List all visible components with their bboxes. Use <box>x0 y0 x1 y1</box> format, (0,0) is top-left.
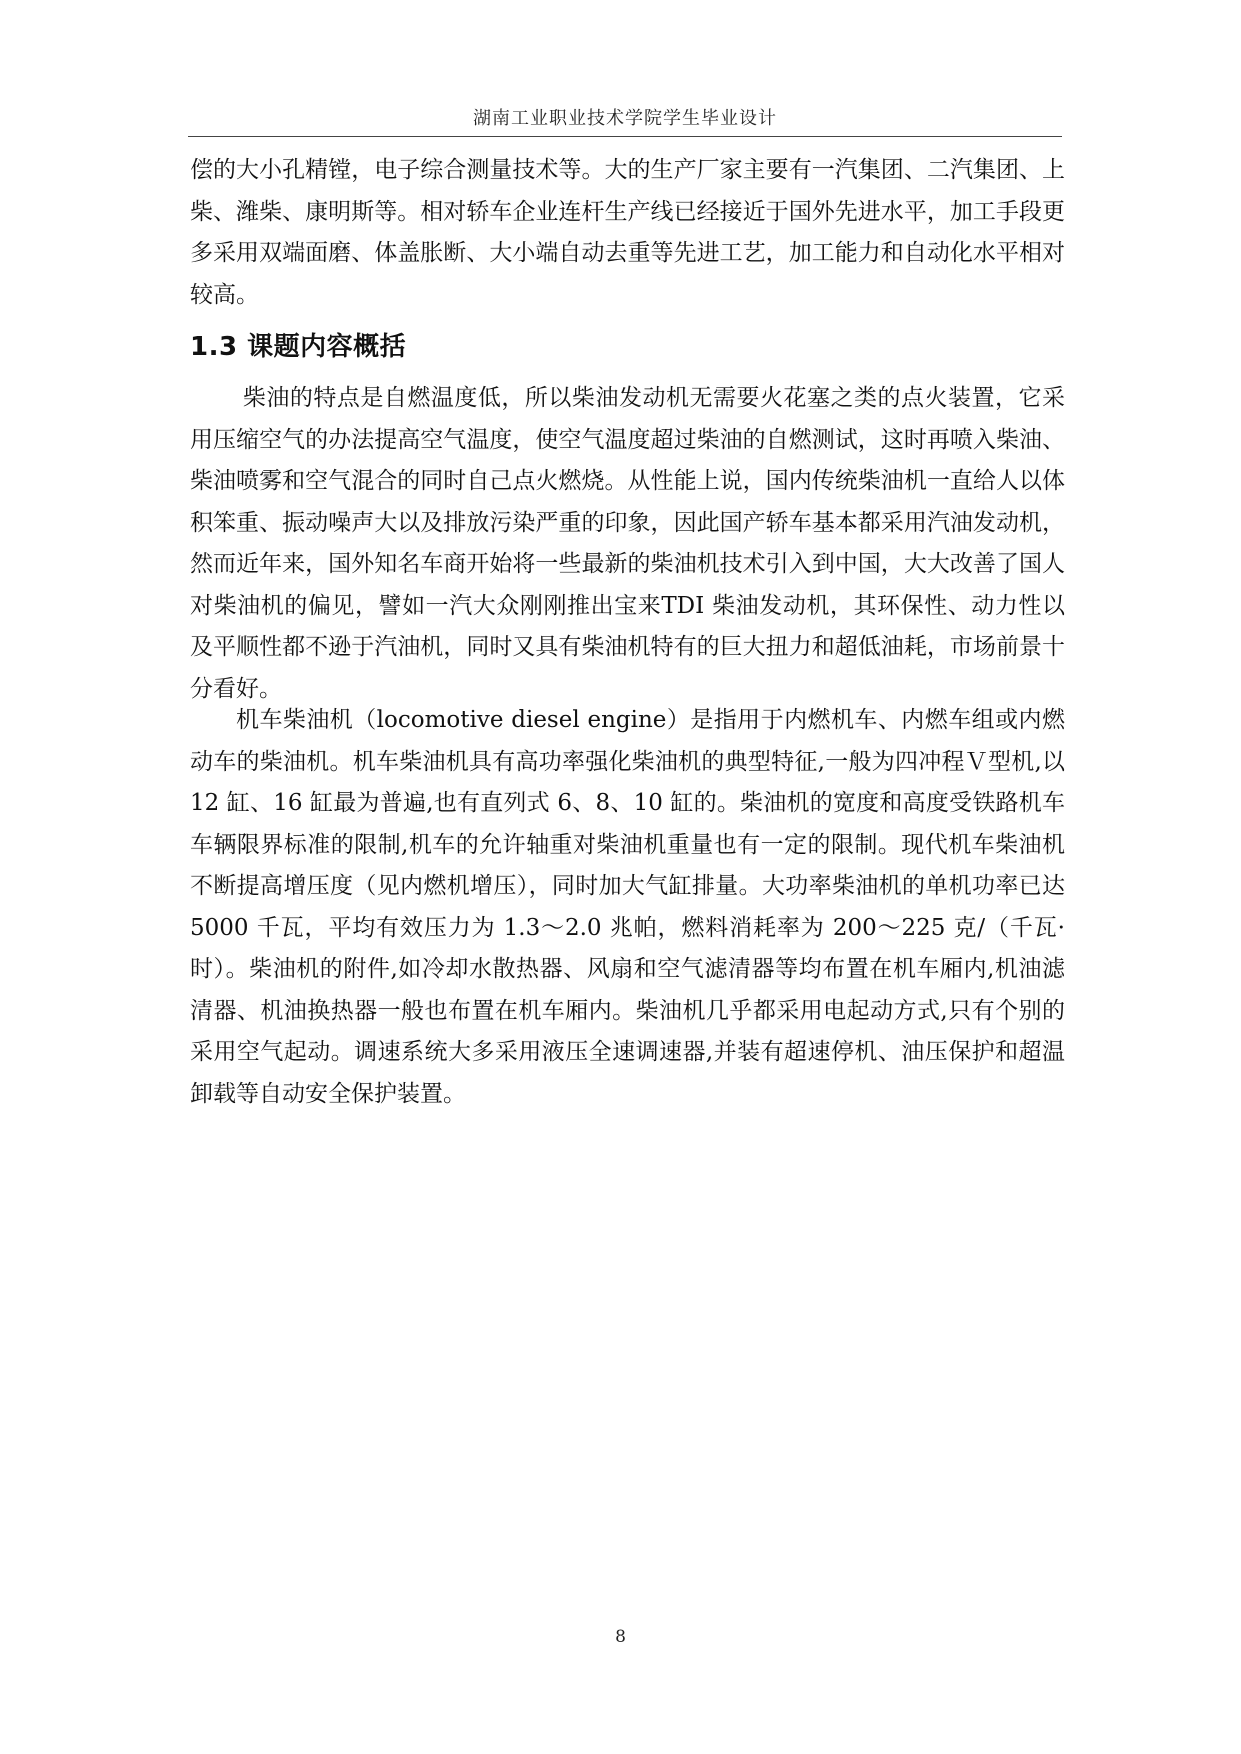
running-header: 湖南工业职业技术学院学生毕业设计 <box>473 108 777 129</box>
body-paragraph-1: 偿的大小孔精镗，电子综合测量技术等。大的生产厂家主要有一汽集团、二汽集团、上柴、潍柴、康明斯等。相对轿车企业连杆生产线已经接近于国外先进水平，加工手段更多采用双端面磨、体盖胀断、大小端自动去重等先进工艺，加工能力和自动化水平相对较高。 <box>190 157 1065 308</box>
header-divider <box>188 136 1062 137</box>
section-heading: 1.3 课题内容概括 <box>190 332 407 362</box>
body-paragraph-2: 柴油的特点是自燃温度低，所以柴油发动机无需要火花塞之类的点火装置，它采用压缩空气的办法提高空气温度，使空气温度超过柴油的自燃测试，这时再喷入柴油、柴油喷雾和空气混合的同时自己点火燃烧。从性能上说，国内传统柴油机一直给人以体积笨重、振动噪声大以及排放污染严重的印象，因此国产轿车基本都采用汽油发动机，然而近年来，国外知名车商开始将一些最新的柴油机技术引入到中国，大大改善了国人对柴油机的偏见，譬如一汽大众刚刚推出宝来TDI 柴油发动机，其环保性、动力性以及平顺性都不逊于汽油机，同时又具有柴油机特有的巨大扭力和超低油耗，市场前景十分看好。 <box>190 385 1065 702</box>
page-number: 8 <box>615 1627 626 1647</box>
body-paragraph-3: 机车柴油机（locomotive diesel engine）是指用于内燃机车、内燃车组或内燃动车的柴油机。机车柴油机具有高功率强化柴油机的典型特征,一般为四冲程Ｖ型机,以 12 缸、16 缸最为普遍,也有直列式 6、8、10 缸的。柴油机的宽度和高度受铁路机车车辆限界标准的限制,机车的允许轴重对柴油机重量也有一定的限制。现代机车柴油机不断提高增压度（见内燃机增压），同时加大气缸排量。大功率柴油机的单机功率已达 5000 千瓦，平均有效压力为 1.3～2.0 兆帕，燃料消耗率为 200～225 克/（千瓦·时）。柴油机的附件,如冷却水散热器、风扇和空气滤清器等均布置在机车厢内,机油滤清器、机油换热器一般也布置在机车厢内。柴油机几乎都采用电起动方式,只有个别的采用空气起动。调速系统大多采用液压全速调速器,并装有超速停机、油压保护和超温卸载等自动安全保护装置。 <box>190 707 1065 1107</box>
